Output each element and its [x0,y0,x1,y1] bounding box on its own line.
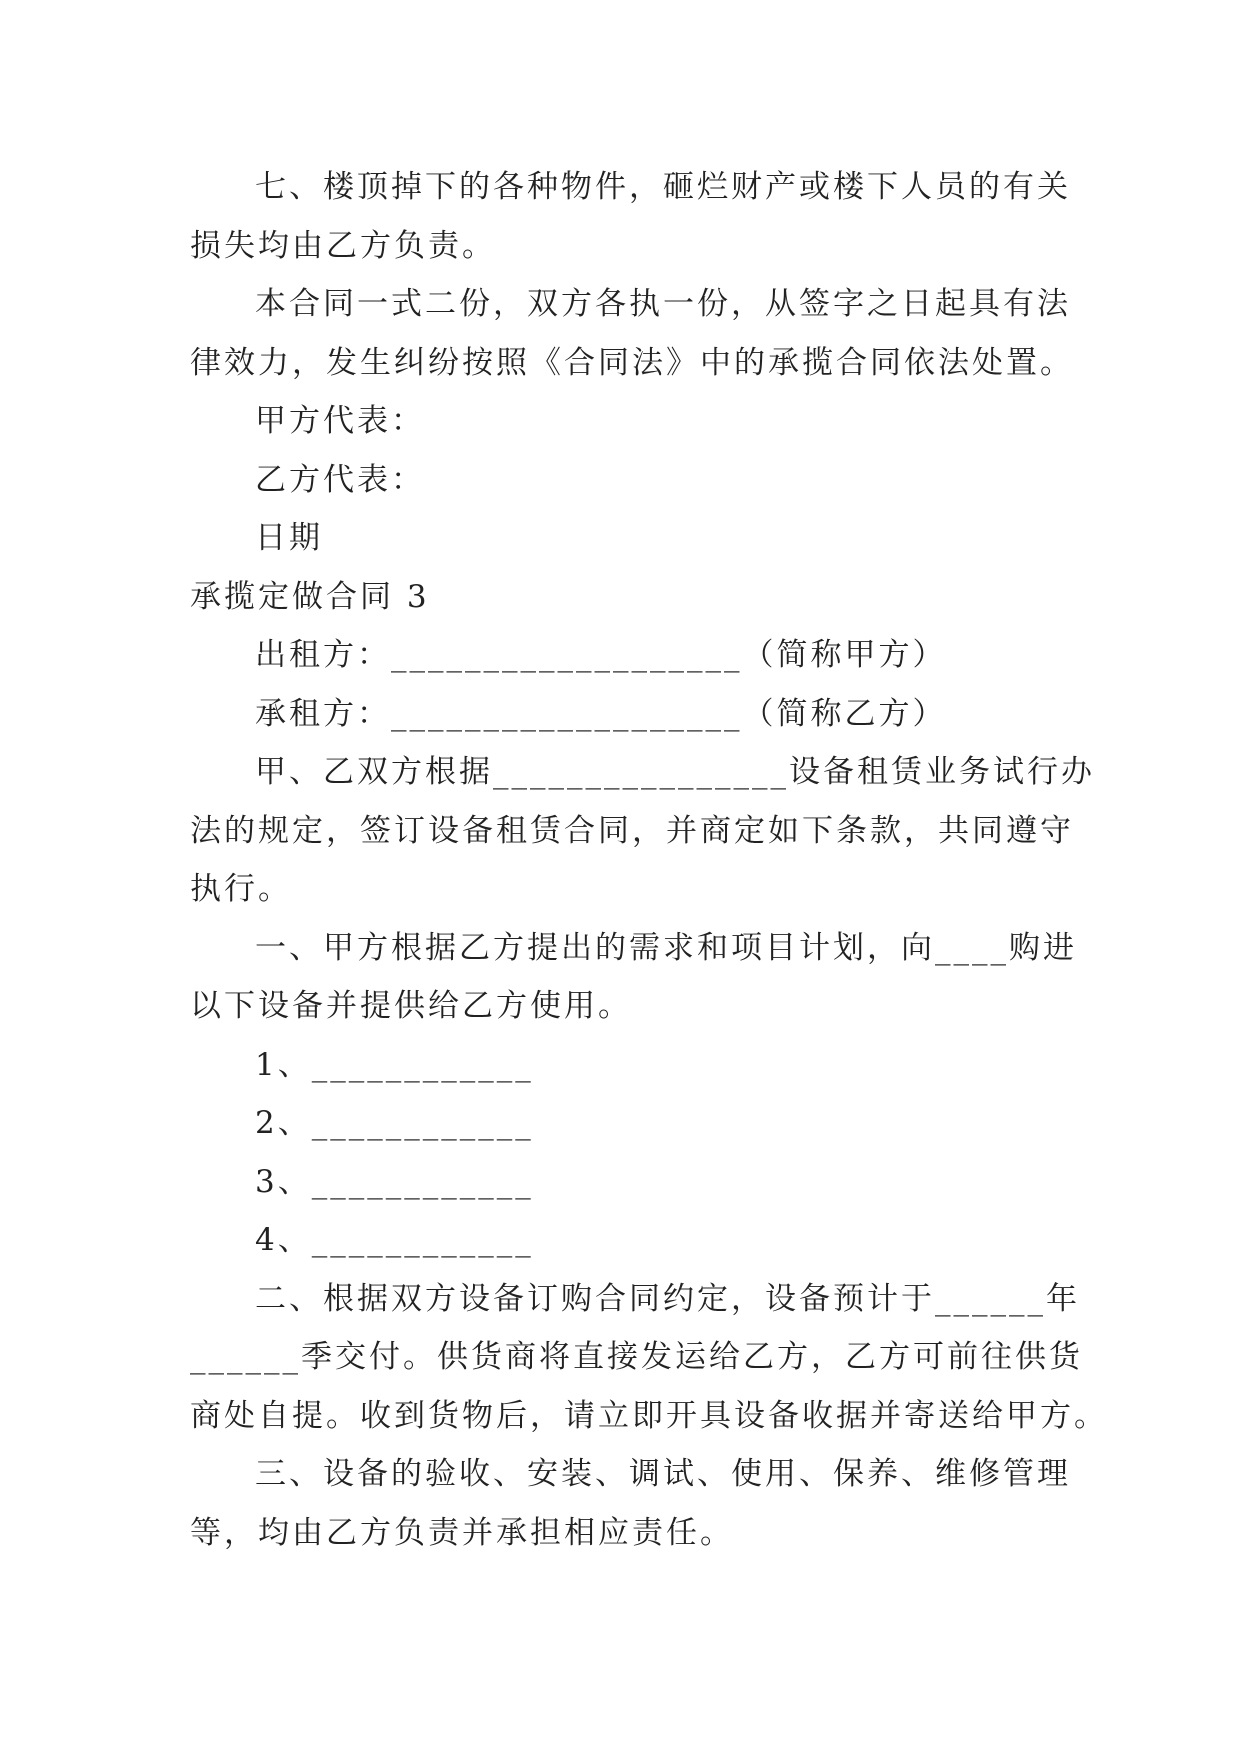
text-line: 以下设备并提供给乙方使用。 [190,988,632,1024]
text-line: 3、____________ [255,1163,534,1200]
text-line: 商处自提。收到货物后，请立即开具设备收据并寄送给甲方。 [190,1397,1108,1434]
text-line: 律效力，发生纠纷按照《合同法》中的承揽合同依法处置。 [190,344,1074,381]
text-line: 等，均由乙方负责并承担相应责任。 [190,1514,734,1551]
text-line: 一、甲方根据乙方提出的需求和项目计划，向____购进 [255,929,1077,966]
text-line: 甲方代表： [255,403,425,439]
text-line: 4、____________ [255,1222,534,1258]
text-line: 法的规定，签订设备租赁合同，并商定如下条款，共同遵守 [190,812,1074,849]
text-line: 承揽定做合同 3 [190,578,430,615]
text-line: 甲、乙双方根据________________设备租赁业务试行办 [255,754,1095,790]
text-line: 损失均由乙方负责。 [190,227,496,264]
text-line: ______季交付。供货商将直接发运给乙方，乙方可前往供货 [190,1339,1083,1375]
text-line: 二、根据双方设备订购合同约定，设备预计于______年 [255,1280,1080,1317]
text-line: 承租方：___________________（简称乙方） [255,695,947,732]
text-line: 本合同一式二份，双方各执一份，从签字之日起具有法 [255,286,1071,322]
text-line: 出租方：___________________（简称甲方） [255,637,947,673]
text-line: 日期 [255,520,323,556]
text-line: 执行。 [190,871,292,907]
text-line: 乙方代表： [255,461,425,498]
text-line: 1、____________ [255,1046,534,1083]
text-line: 三、设备的验收、安装、调试、使用、保养、维修管理 [255,1456,1071,1492]
text-line: 七、楼顶掉下的各种物件，砸烂财产或楼下人员的有关 [255,169,1071,205]
document-page [190,158,1108,1562]
text-line: 2、____________ [255,1105,534,1141]
